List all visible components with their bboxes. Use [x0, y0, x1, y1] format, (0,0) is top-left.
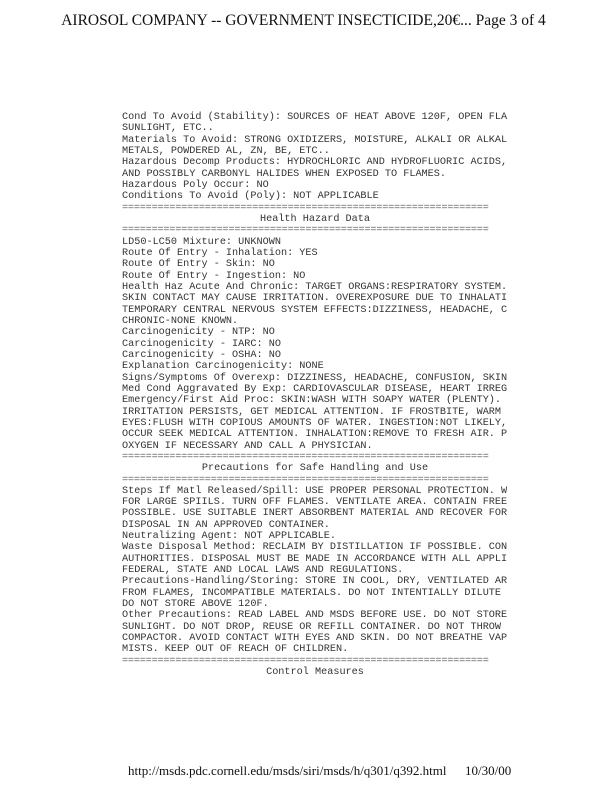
document-line: AUTHORITIES. DISPOSAL MUST BE MADE IN ACCORDANCE WITH ALL APPLI	[122, 553, 508, 565]
footer-date: 10/30/00	[465, 763, 512, 778]
document-line: Med Cond Aggravated By Exp: CARDIOVASCULAR DISEASE, HEART IRREG	[122, 383, 508, 395]
document-line: OXYGEN IF NECESSARY AND CALL A PHYSICIAN.	[122, 440, 373, 452]
document-line: Other Precautions: READ LABEL AND MSDS BEFORE USE. DO NOT STORE	[122, 610, 508, 622]
document-line: Hazardous Decomp Products: HYDROCHLORIC AND HYDROFLUORIC ACIDS,	[122, 157, 508, 169]
document-line: METALS, POWDERED AL, ZN, BE, ETC..	[122, 145, 330, 157]
document-line: SKIN CONTACT MAY CAUSE IRRITATION. OVEREXPOSURE DUE TO INHALATI	[122, 293, 508, 305]
page-header-title: AIROSOL COMPANY -- GOVERNMENT INSECTICIDE,20€... Page 3 of 4	[61, 12, 546, 29]
section-separator: ==============================================================	[122, 474, 489, 486]
document-line: Neutralizing Agent: NOT APPLICABLE.	[122, 531, 336, 543]
document-line: SUNLIGHT. DO NOT DROP, REUSE OR REFILL CONTAINER. DO NOT THROW	[122, 621, 502, 633]
document-line: AND POSSIBLY CARBONYL HALIDES WHEN EXPOSED TO FLAMES.	[122, 168, 447, 180]
document-line: Carcinogenicity - NTP: NO	[122, 327, 275, 339]
document-body	[122, 112, 508, 678]
document-line: MISTS. KEEP OUT OF REACH OF CHILDREN.	[122, 644, 349, 656]
document-line: Explanation Carcinogenicity: NONE	[122, 361, 324, 373]
document-line: SUNLIGHT, ETC..	[122, 123, 214, 135]
document-line: FROM FLAMES, INCOMPATIBLE MATERIALS. DO NOT INTENTIALLY DILUTE	[122, 587, 502, 599]
document-line: COMPACTOR. AVOID CONTACT WITH EYES AND SKIN. DO NOT BREATHE VAP	[122, 633, 508, 645]
document-line: DO NOT STORE ABOVE 120F.	[122, 599, 269, 611]
document-line: DISPOSAL IN AN APPROVED CONTAINER.	[122, 519, 330, 531]
document-line: Emergency/First Aid Proc: SKIN:WASH WITH SOAPY WATER (PLENTY).	[122, 395, 502, 407]
document-line: POSSIBLE. USE SUITABLE INERT ABSORBENT MATERIAL AND RECOVER FOR	[122, 508, 508, 520]
section-separator: ==============================================================	[122, 225, 489, 237]
document-line: EYES:FLUSH WITH COPIOUS AMOUNTS OF WATER. INGESTION:NOT LIKELY,	[122, 417, 508, 429]
section-heading: Control Measures	[266, 667, 364, 679]
document-line: Precautions-Handling/Storing: STORE IN COOL, DRY, VENTILATED AR	[122, 576, 508, 588]
document-line: OCCUR SEEK MEDICAL ATTENTION. INHALATION:REMOVE TO FRESH AIR. P	[122, 429, 508, 441]
document-line: TEMPORARY CENTRAL NERVOUS SYSTEM EFFECTS:DIZZINESS, HEADACHE, C	[122, 304, 508, 316]
document-line: Materials To Avoid: STRONG OXIDIZERS, MOISTURE, ALKALI OR ALKAL	[122, 134, 508, 146]
document-line: LD50-LC50 Mixture: UNKNOWN	[122, 236, 281, 248]
document-line: Route Of Entry - Skin: NO	[122, 259, 275, 271]
document-line: FEDERAL, STATE AND LOCAL LAWS AND REGULATIONS.	[122, 565, 404, 577]
document-line: Waste Disposal Method: RECLAIM BY DISTILLATION IF POSSIBLE. CON	[122, 542, 508, 554]
section-separator: ==============================================================	[122, 451, 489, 463]
document-line: Conditions To Avoid (Poly): NOT APPLICABLE	[122, 191, 379, 203]
section-separator: ==============================================================	[122, 655, 489, 667]
document-line: Route Of Entry - Inhalation: YES	[122, 247, 318, 259]
document-line: Carcinogenicity - OSHA: NO	[122, 349, 281, 361]
document-line: FOR LARGE SPIILS. TURN OFF FLAMES. VENTILATE AREA. CONTAIN FREE	[122, 497, 508, 509]
document-line: Route Of Entry - Ingestion: NO	[122, 270, 306, 282]
document-line: Health Haz Acute And Chronic: TARGET ORGANS:RESPIRATORY SYSTEM.	[122, 281, 508, 293]
section-heading: Health Hazard Data	[259, 213, 371, 225]
section-separator: ==============================================================	[122, 202, 489, 214]
footer-url: http://msds.pdc.cornell.edu/msds/siri/msds/h/q301/q392.html	[128, 763, 447, 778]
document-line: Cond To Avoid (Stability): SOURCES OF HEAT ABOVE 120F, OPEN FLA	[122, 112, 508, 123]
document-line: Hazardous Poly Occur: NO	[122, 179, 269, 191]
document-line: Signs/Symptoms Of Overexp: DIZZINESS, HEADACHE, CONFUSION, SKIN	[122, 372, 508, 384]
document-line: Steps If Matl Released/Spill: USE PROPER PERSONAL PROTECTION. W	[122, 485, 508, 497]
document-line: Carcinogenicity - IARC: NO	[122, 338, 281, 350]
document-line: IRRITATION PERSISTS, GET MEDICAL ATTENTION. IF FROSTBITE, WARM	[122, 406, 502, 418]
section-heading: Precautions for Safe Handling and Use	[201, 463, 429, 475]
document-line: CHRONIC-NONE KNOWN.	[122, 315, 239, 327]
